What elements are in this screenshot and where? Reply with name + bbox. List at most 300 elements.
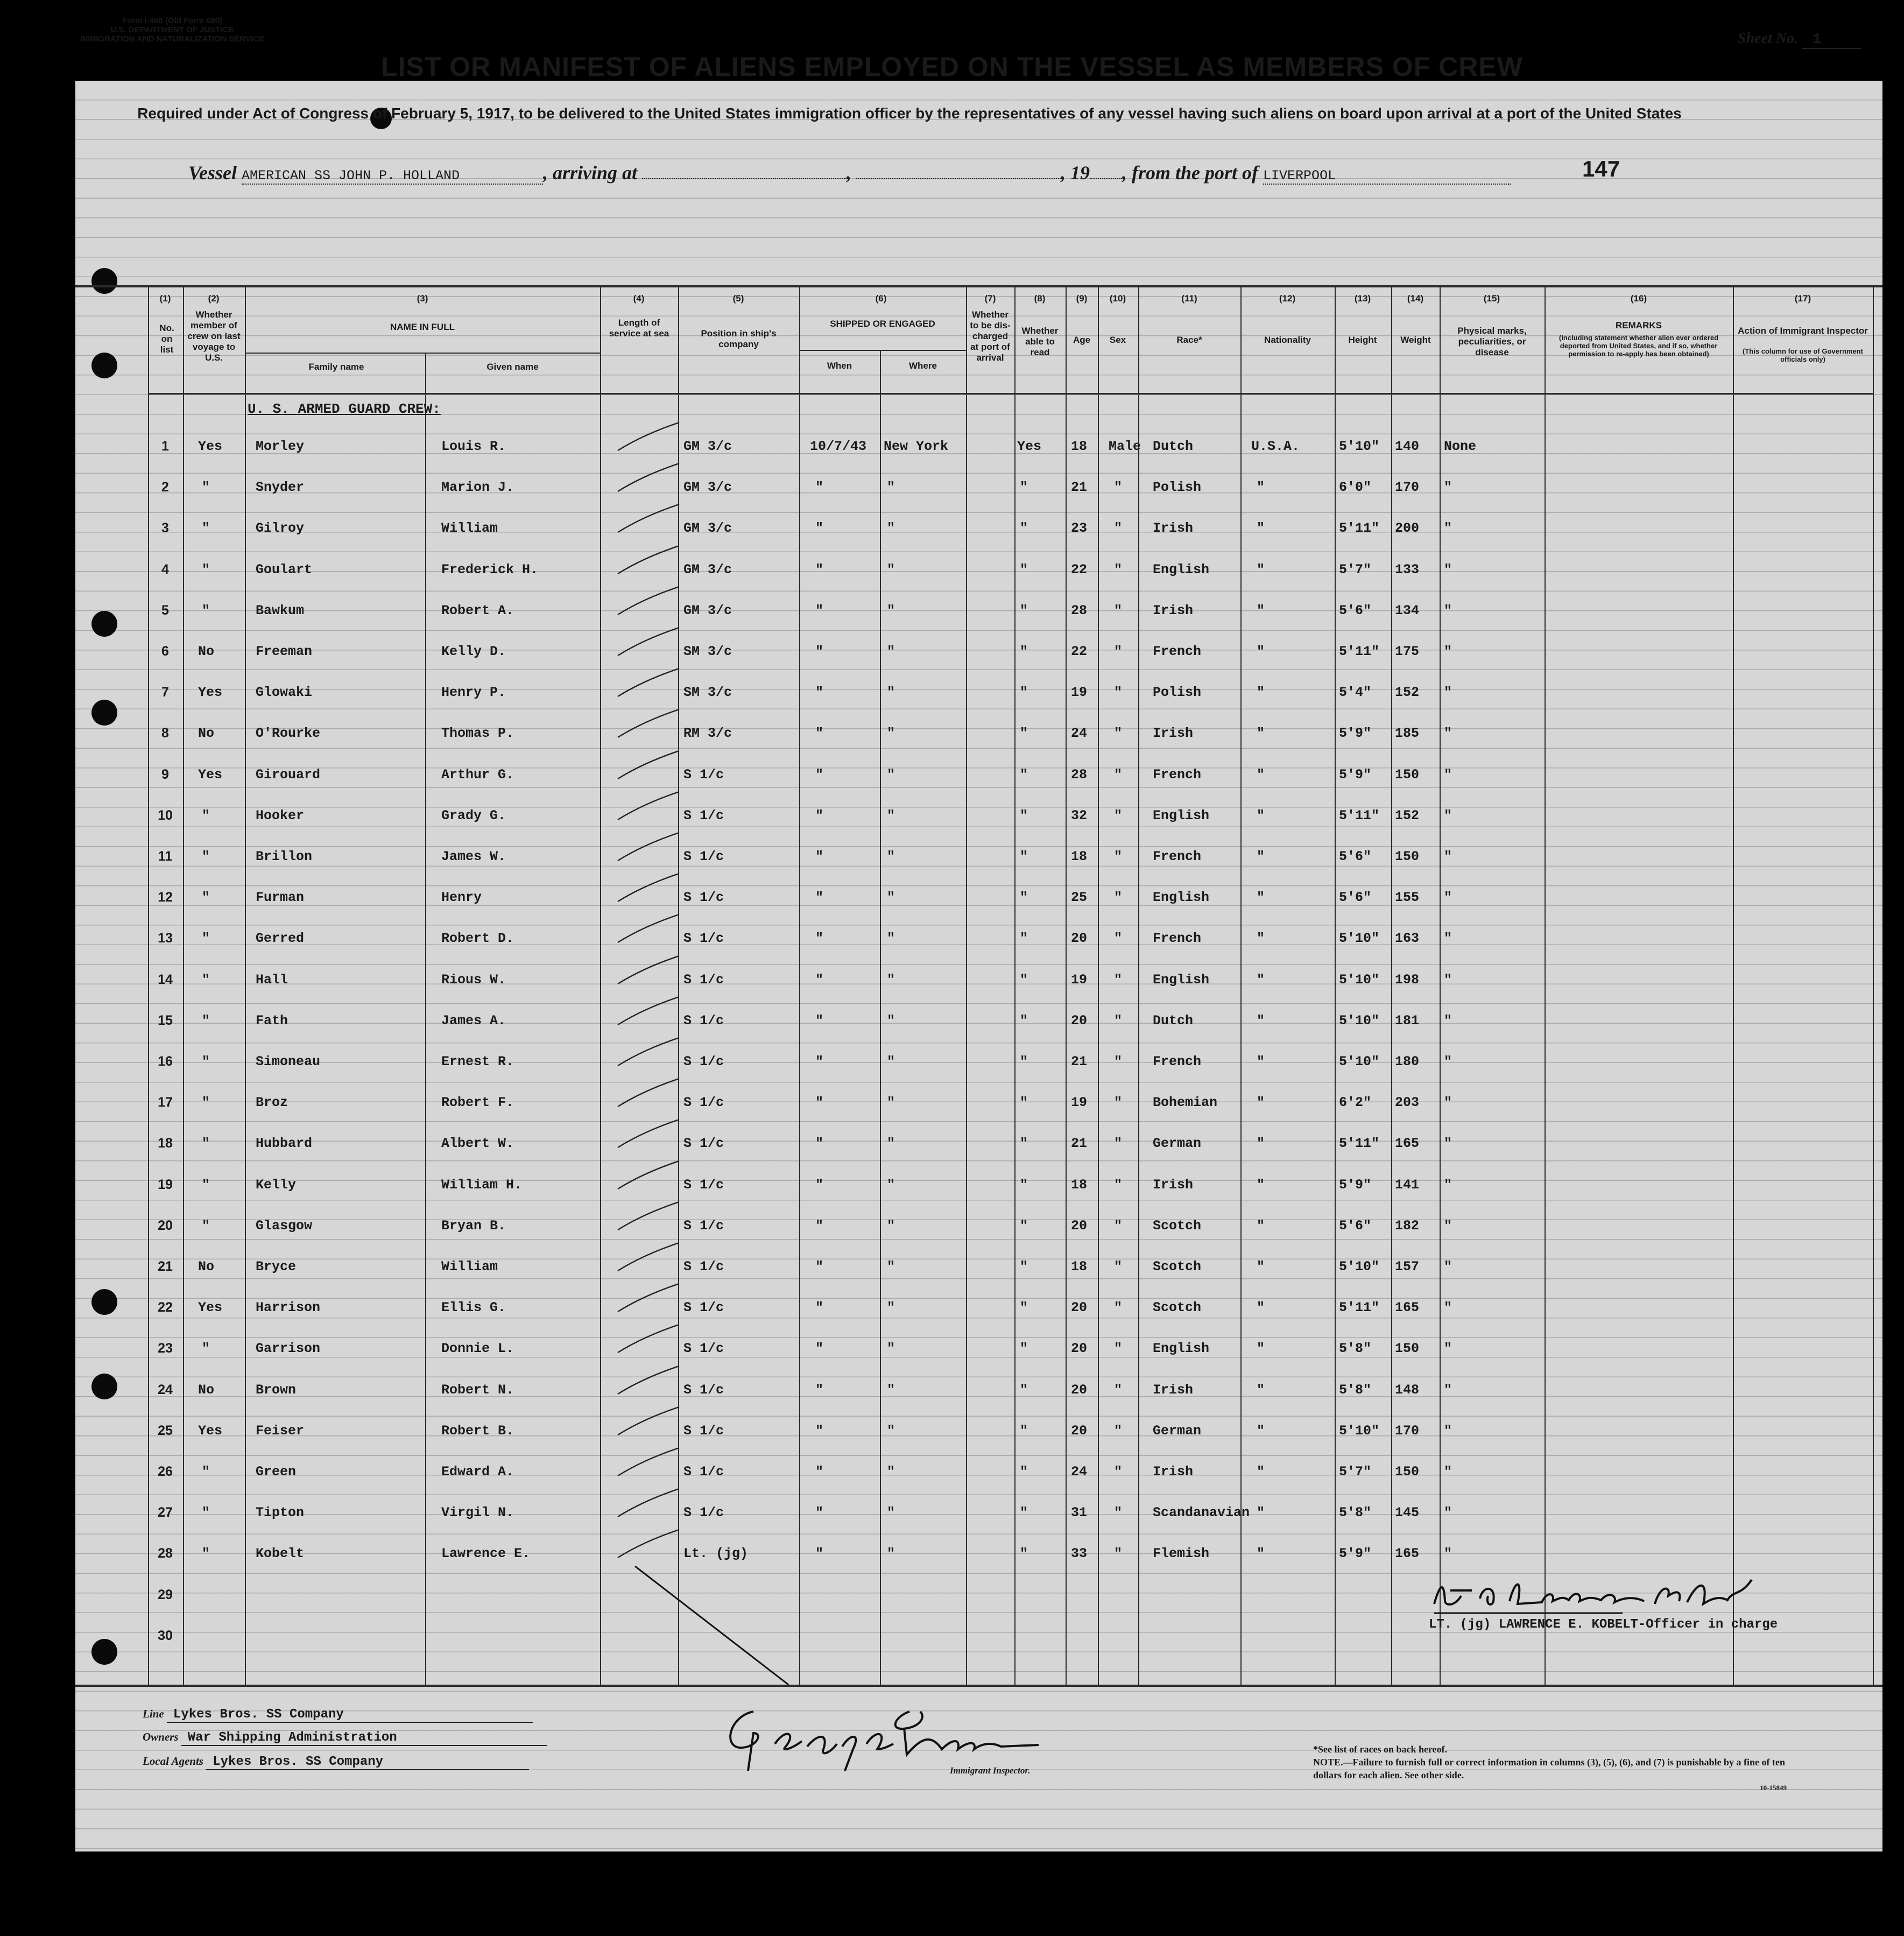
cell-height: 5'9" bbox=[1339, 1546, 1372, 1561]
cell-weight: 145 bbox=[1395, 1505, 1420, 1520]
cell-race: Irish bbox=[1153, 1382, 1194, 1398]
cell-race: Dutch bbox=[1153, 439, 1194, 454]
cell-age: 18 bbox=[1071, 439, 1088, 454]
service-check-mark bbox=[618, 751, 679, 779]
cell-where: " bbox=[887, 685, 895, 700]
column-number: (15) bbox=[1483, 293, 1500, 304]
cell-position: S 1/c bbox=[683, 1423, 724, 1439]
cell-where: " bbox=[887, 1505, 895, 1520]
column-number: (16) bbox=[1630, 293, 1647, 304]
cell-weight: 157 bbox=[1395, 1259, 1420, 1275]
column-header-no-on-list: No. on list bbox=[159, 323, 174, 355]
cell-weight: 140 bbox=[1395, 439, 1420, 454]
cell-height: 5'11" bbox=[1339, 520, 1380, 536]
row-number: 14 bbox=[158, 972, 173, 987]
cell-position: S 1/c bbox=[683, 1259, 724, 1275]
cell-when: " bbox=[815, 603, 824, 618]
service-check-mark bbox=[618, 628, 679, 656]
service-check-mark bbox=[618, 1325, 679, 1353]
cell-race: Dutch bbox=[1153, 1013, 1194, 1029]
cell-height: 5'11" bbox=[1339, 1300, 1380, 1315]
cell-where: " bbox=[887, 1423, 895, 1439]
cell-where: " bbox=[887, 1095, 895, 1110]
cell-given: William bbox=[441, 520, 498, 536]
cell-sex: " bbox=[1114, 1341, 1123, 1356]
cell-race: Scotch bbox=[1153, 1300, 1202, 1315]
cell-sex: " bbox=[1114, 890, 1123, 905]
cell-last-voyage: " bbox=[202, 480, 210, 495]
cell-marks: None bbox=[1444, 439, 1477, 454]
cell-nationality: " bbox=[1257, 685, 1265, 700]
cell-height: 5'10" bbox=[1339, 1013, 1380, 1029]
cell-nationality: " bbox=[1257, 1341, 1265, 1356]
cell-position: S 1/c bbox=[683, 972, 724, 988]
cell-read: " bbox=[1020, 1300, 1028, 1315]
cell-last-voyage: " bbox=[202, 520, 210, 536]
local-agents-field: Local Agents Lykes Bros. SS Company bbox=[143, 1755, 529, 1770]
service-check-mark bbox=[618, 874, 679, 902]
cell-age: 20 bbox=[1071, 1382, 1088, 1398]
cell-given: Lawrence E. bbox=[441, 1546, 531, 1561]
cell-read: " bbox=[1020, 808, 1028, 823]
cell-age: 28 bbox=[1071, 603, 1088, 618]
cell-marks: " bbox=[1444, 1505, 1452, 1520]
cell-read: " bbox=[1020, 972, 1028, 988]
column-number: (3) bbox=[417, 293, 428, 304]
cell-family: Fath bbox=[256, 1013, 288, 1029]
cell-given: Donnie L. bbox=[441, 1341, 514, 1356]
cell-given: Robert A. bbox=[441, 603, 514, 618]
cell-race: Irish bbox=[1153, 1464, 1194, 1480]
cell-read: " bbox=[1020, 1177, 1028, 1193]
row-number: 26 bbox=[158, 1464, 173, 1479]
service-check-mark bbox=[618, 1489, 679, 1517]
cell-position: S 1/c bbox=[683, 931, 724, 946]
cell-marks: " bbox=[1444, 1341, 1452, 1356]
cell-read: " bbox=[1020, 849, 1028, 864]
cell-weight: 182 bbox=[1395, 1218, 1420, 1234]
cell-family: Kobelt bbox=[256, 1546, 305, 1561]
cell-weight: 133 bbox=[1395, 562, 1420, 578]
cell-position: SM 3/c bbox=[683, 685, 732, 700]
cell-nationality: U.S.A. bbox=[1251, 439, 1300, 454]
cell-height: 5'6" bbox=[1339, 1218, 1372, 1234]
row-number: 12 bbox=[158, 890, 173, 905]
cell-race: Scotch bbox=[1153, 1259, 1202, 1275]
cell-marks: " bbox=[1444, 520, 1452, 536]
cell-given: Robert B. bbox=[441, 1423, 514, 1439]
cell-position: GM 3/c bbox=[683, 520, 732, 536]
cell-nationality: " bbox=[1257, 1177, 1265, 1193]
cell-race: Irish bbox=[1153, 603, 1194, 618]
row-number: 29 bbox=[158, 1587, 173, 1602]
cell-where: " bbox=[887, 1259, 895, 1275]
cell-read: " bbox=[1020, 1382, 1028, 1398]
cell-marks: " bbox=[1444, 808, 1452, 823]
cell-read: " bbox=[1020, 767, 1028, 783]
cell-race: French bbox=[1153, 849, 1202, 864]
cell-race: Scandanavian bbox=[1153, 1505, 1250, 1520]
row-number: 21 bbox=[158, 1259, 173, 1274]
cell-read: " bbox=[1020, 931, 1028, 946]
service-check-mark bbox=[618, 709, 679, 737]
cell-race: Irish bbox=[1153, 520, 1194, 536]
cell-given: Henry bbox=[441, 890, 482, 905]
cell-weight: 150 bbox=[1395, 849, 1420, 864]
cell-family: Goulart bbox=[256, 562, 313, 578]
vessel-name: AMERICAN SS JOHN P. HOLLAND bbox=[242, 168, 543, 185]
cell-nationality: " bbox=[1257, 644, 1265, 659]
cell-nationality: " bbox=[1257, 1013, 1265, 1029]
cell-when: " bbox=[815, 1054, 824, 1069]
cell-sex: " bbox=[1114, 644, 1123, 659]
cell-marks: " bbox=[1444, 767, 1452, 783]
cell-when: " bbox=[815, 1177, 824, 1193]
column-number: (10) bbox=[1109, 293, 1126, 304]
cell-family: Gerred bbox=[256, 931, 305, 946]
service-check-mark bbox=[618, 1366, 679, 1394]
cell-given: Robert F. bbox=[441, 1095, 514, 1110]
row-number: 17 bbox=[158, 1095, 173, 1110]
cell-when: " bbox=[815, 1095, 824, 1110]
cell-when: " bbox=[815, 767, 824, 783]
row-number: 4 bbox=[161, 562, 169, 577]
cell-where: " bbox=[887, 1136, 895, 1151]
cell-given: Albert W. bbox=[441, 1136, 514, 1151]
cell-race: French bbox=[1153, 1054, 1202, 1069]
cell-position: S 1/c bbox=[683, 1300, 724, 1315]
cell-where: " bbox=[887, 520, 895, 536]
cell-weight: 185 bbox=[1395, 726, 1420, 741]
service-check-mark bbox=[618, 792, 679, 820]
closing-line bbox=[635, 1566, 850, 1706]
cell-marks: " bbox=[1444, 1095, 1452, 1110]
cell-when: " bbox=[815, 1464, 824, 1480]
cell-height: 5'10" bbox=[1339, 1054, 1380, 1069]
cell-weight: 181 bbox=[1395, 1013, 1420, 1029]
cell-marks: " bbox=[1444, 1546, 1452, 1561]
cell-sex: " bbox=[1114, 972, 1123, 988]
cell-where: " bbox=[887, 1341, 895, 1356]
cell-weight: 155 bbox=[1395, 890, 1420, 905]
row-number: 11 bbox=[158, 849, 173, 864]
column-number: (14) bbox=[1407, 293, 1424, 304]
column-header-race: Race* bbox=[1176, 335, 1202, 345]
cell-last-voyage: " bbox=[202, 1136, 210, 1151]
cell-race: Irish bbox=[1153, 726, 1194, 741]
cell-family: Green bbox=[256, 1464, 297, 1480]
cell-family: Garrison bbox=[256, 1341, 321, 1356]
cell-race: English bbox=[1153, 562, 1210, 578]
cell-marks: " bbox=[1444, 1177, 1452, 1193]
cell-position: S 1/c bbox=[683, 1095, 724, 1110]
officer-in-charge: LT. (jg) LAWRENCE E. KOBELT-Officer in charge bbox=[1429, 1617, 1778, 1632]
cell-sex: " bbox=[1114, 808, 1123, 823]
cell-marks: " bbox=[1444, 1259, 1452, 1275]
cell-nationality: " bbox=[1257, 1546, 1265, 1561]
cell-position: S 1/c bbox=[683, 849, 724, 864]
column-number: (5) bbox=[732, 293, 744, 304]
cell-where: " bbox=[887, 1218, 895, 1234]
cell-last-voyage: " bbox=[202, 890, 210, 905]
row-number: 9 bbox=[161, 767, 169, 782]
cell-nationality: " bbox=[1257, 1505, 1265, 1520]
cell-position: S 1/c bbox=[683, 1136, 724, 1151]
cell-when: " bbox=[815, 1218, 824, 1234]
cell-height: 5'6" bbox=[1339, 603, 1372, 618]
column-header-nationality: Nationality bbox=[1264, 335, 1311, 345]
page-number: 147 bbox=[1582, 156, 1620, 181]
cell-family: Bawkum bbox=[256, 603, 305, 618]
cell-marks: " bbox=[1444, 972, 1452, 988]
cell-read: " bbox=[1020, 480, 1028, 495]
cell-marks: " bbox=[1444, 1382, 1452, 1398]
cell-given: James A. bbox=[441, 1013, 506, 1029]
cell-position: S 1/c bbox=[683, 1177, 724, 1193]
cell-family: Furman bbox=[256, 890, 305, 905]
cell-age: 24 bbox=[1071, 726, 1088, 741]
column-number: (1) bbox=[159, 293, 171, 304]
cell-last-voyage: Yes bbox=[198, 685, 223, 700]
column-header-name-in-full: NAME IN FULL bbox=[390, 322, 455, 332]
cell-height: 5'9" bbox=[1339, 1177, 1372, 1193]
cell-height: 5'10" bbox=[1339, 931, 1380, 946]
cell-where: " bbox=[887, 1382, 895, 1398]
cell-last-voyage: No bbox=[198, 726, 215, 741]
column-header-sex: Sex bbox=[1109, 335, 1126, 345]
departure-port: LIVERPOOL bbox=[1263, 168, 1511, 185]
cell-read: " bbox=[1020, 1259, 1028, 1275]
column-header-family-name: Family name bbox=[308, 362, 364, 372]
cell-when: " bbox=[815, 685, 824, 700]
cell-age: 18 bbox=[1071, 1259, 1088, 1275]
service-check-mark bbox=[618, 668, 679, 696]
cell-nationality: " bbox=[1257, 767, 1265, 783]
cell-height: 5'11" bbox=[1339, 808, 1380, 823]
cell-read: " bbox=[1020, 1341, 1028, 1356]
cell-family: Hooker bbox=[256, 808, 305, 823]
cell-nationality: " bbox=[1257, 1464, 1265, 1480]
service-check-mark bbox=[618, 1079, 679, 1107]
row-number: 8 bbox=[161, 726, 169, 741]
cell-last-voyage: " bbox=[202, 562, 210, 578]
row-number: 22 bbox=[158, 1300, 173, 1315]
cell-weight: 175 bbox=[1395, 644, 1420, 659]
column-header-remarks-note: (Including statement whether alien ever ordered deported from United States, and if so, whether permission to re-apply has been obtained) bbox=[1559, 334, 1719, 358]
cell-last-voyage: Yes bbox=[198, 1300, 223, 1315]
cell-nationality: " bbox=[1257, 1218, 1265, 1234]
sheet-number: Sheet No. 1 bbox=[1738, 30, 1861, 49]
cell-nationality: " bbox=[1257, 1423, 1265, 1439]
cell-height: 5'10" bbox=[1339, 972, 1380, 988]
column-number: (8) bbox=[1034, 293, 1046, 304]
cell-last-voyage: " bbox=[202, 849, 210, 864]
cell-marks: " bbox=[1444, 1423, 1452, 1439]
column-header-discharged: Whether to be dis-charged at port of arrival bbox=[970, 309, 1011, 363]
cell-last-voyage: " bbox=[202, 1505, 210, 1520]
cell-nationality: " bbox=[1257, 1259, 1265, 1275]
cell-read: " bbox=[1020, 520, 1028, 536]
cell-family: Tipton bbox=[256, 1505, 305, 1520]
cell-marks: " bbox=[1444, 1218, 1452, 1234]
column-header-shipped-engaged: SHIPPED OR ENGAGED bbox=[830, 319, 935, 329]
cell-where: New York bbox=[884, 439, 949, 454]
row-number: 10 bbox=[158, 808, 173, 823]
cell-where: " bbox=[887, 808, 895, 823]
cell-where: " bbox=[887, 726, 895, 741]
cell-weight: 141 bbox=[1395, 1177, 1420, 1193]
cell-height: 5'11" bbox=[1339, 644, 1380, 659]
cell-nationality: " bbox=[1257, 1382, 1265, 1398]
row-number: 3 bbox=[161, 520, 169, 536]
cell-read: " bbox=[1020, 1095, 1028, 1110]
cell-weight: 163 bbox=[1395, 931, 1420, 946]
cell-sex: " bbox=[1114, 603, 1123, 618]
column-header-remarks: REMARKS bbox=[1616, 320, 1662, 330]
cell-sex: " bbox=[1114, 1218, 1123, 1234]
cell-family: Hubbard bbox=[256, 1136, 313, 1151]
cell-marks: " bbox=[1444, 849, 1452, 864]
cell-marks: " bbox=[1444, 685, 1452, 700]
closing-stroke bbox=[635, 1566, 788, 1685]
cell-sex: " bbox=[1114, 1300, 1123, 1315]
cell-where: " bbox=[887, 972, 895, 988]
row-number: 19 bbox=[158, 1177, 173, 1192]
column-header-action-inspector: Action of Immigrant Inspector bbox=[1738, 326, 1868, 336]
cell-height: 5'9" bbox=[1339, 767, 1372, 783]
service-check-mark bbox=[618, 1243, 679, 1271]
cell-height: 6'0" bbox=[1339, 480, 1372, 495]
cell-weight: 148 bbox=[1395, 1382, 1420, 1398]
column-header-when: When bbox=[827, 361, 852, 371]
cell-position: S 1/c bbox=[683, 1054, 724, 1069]
cell-race: Polish bbox=[1153, 685, 1202, 700]
signature-stroke bbox=[730, 1712, 1039, 1771]
cell-family: Harrison bbox=[256, 1300, 321, 1315]
cell-height: 5'7" bbox=[1339, 1464, 1372, 1480]
cell-position: RM 3/c bbox=[683, 726, 732, 741]
service-check-mark bbox=[618, 1530, 679, 1558]
cell-family: Gilroy bbox=[256, 520, 305, 536]
cell-age: 21 bbox=[1071, 1054, 1088, 1069]
cell-where: " bbox=[887, 890, 895, 905]
inspector-signature bbox=[716, 1695, 1092, 1776]
cell-sex: " bbox=[1114, 1259, 1123, 1275]
cell-age: 23 bbox=[1071, 520, 1088, 536]
cell-position: S 1/c bbox=[683, 1013, 724, 1029]
cell-position: GM 3/c bbox=[683, 439, 732, 454]
cell-position: S 1/c bbox=[683, 1464, 724, 1480]
cell-when: " bbox=[815, 890, 824, 905]
cell-position: S 1/c bbox=[683, 1382, 724, 1398]
cell-family: Bryce bbox=[256, 1259, 297, 1275]
cell-where: " bbox=[887, 480, 895, 495]
cell-given: Marion J. bbox=[441, 480, 514, 495]
cell-family: Simoneau bbox=[256, 1054, 321, 1069]
cell-race: Scotch bbox=[1153, 1218, 1202, 1234]
row-number: 24 bbox=[158, 1382, 173, 1397]
cell-race: Bohemian bbox=[1153, 1095, 1218, 1110]
cell-marks: " bbox=[1444, 644, 1452, 659]
cell-nationality: " bbox=[1257, 480, 1265, 495]
cell-where: " bbox=[887, 1013, 895, 1029]
cell-when: " bbox=[815, 1259, 824, 1275]
cell-family: Kelly bbox=[256, 1177, 297, 1193]
cell-last-voyage: " bbox=[202, 808, 210, 823]
column-number: (9) bbox=[1076, 293, 1088, 304]
cell-read: " bbox=[1020, 562, 1028, 578]
cell-when: " bbox=[815, 520, 824, 536]
row-number: 20 bbox=[158, 1218, 173, 1233]
cell-nationality: " bbox=[1257, 931, 1265, 946]
row-number: 2 bbox=[161, 480, 169, 495]
cell-nationality: " bbox=[1257, 1136, 1265, 1151]
cell-position: GM 3/c bbox=[683, 480, 732, 495]
cell-age: 32 bbox=[1071, 808, 1088, 823]
cell-weight: 150 bbox=[1395, 1341, 1420, 1356]
cell-age: 18 bbox=[1071, 1177, 1088, 1193]
cell-age: 28 bbox=[1071, 767, 1088, 783]
cell-last-voyage: No bbox=[198, 1259, 215, 1275]
cell-height: 5'6" bbox=[1339, 890, 1372, 905]
service-check-mark bbox=[618, 1284, 679, 1312]
column-header-member-last-voyage: Whether member of crew on last voyage to U.S. bbox=[187, 309, 241, 363]
column-header-physical-marks: Physical marks, peculiarities, or disease bbox=[1457, 326, 1527, 357]
cell-marks: " bbox=[1444, 931, 1452, 946]
cell-when: " bbox=[815, 849, 824, 864]
row-number: 28 bbox=[158, 1546, 173, 1561]
cell-race: Polish bbox=[1153, 480, 1202, 495]
cell-weight: 165 bbox=[1395, 1300, 1420, 1315]
cell-marks: " bbox=[1444, 562, 1452, 578]
owners-field: Owners War Shipping Administration bbox=[143, 1730, 547, 1746]
cell-height: 5'6" bbox=[1339, 849, 1372, 864]
cell-race: English bbox=[1153, 1341, 1210, 1356]
cell-given: Robert N. bbox=[441, 1382, 514, 1398]
cell-given: Ellis G. bbox=[441, 1300, 506, 1315]
service-check-mark bbox=[618, 956, 679, 984]
cell-age: 20 bbox=[1071, 1218, 1088, 1234]
cell-read: " bbox=[1020, 890, 1028, 905]
cell-marks: " bbox=[1444, 1013, 1452, 1029]
cell-given: Virgil N. bbox=[441, 1505, 514, 1520]
cell-last-voyage: " bbox=[202, 931, 210, 946]
cell-when: " bbox=[815, 1505, 824, 1520]
cell-last-voyage: Yes bbox=[198, 1423, 223, 1439]
cell-family: Broz bbox=[256, 1095, 288, 1110]
cell-marks: " bbox=[1444, 1136, 1452, 1151]
cell-nationality: " bbox=[1257, 849, 1265, 864]
cell-given: Frederick H. bbox=[441, 562, 539, 578]
cell-last-voyage: " bbox=[202, 1013, 210, 1029]
row-number: 16 bbox=[158, 1054, 173, 1069]
cell-when: " bbox=[815, 1300, 824, 1315]
cell-position: GM 3/c bbox=[683, 562, 732, 578]
cell-given: William H. bbox=[441, 1177, 523, 1193]
cell-where: " bbox=[887, 931, 895, 946]
signature-stroke bbox=[1434, 1580, 1752, 1604]
cell-position: S 1/c bbox=[683, 1505, 724, 1520]
service-check-mark bbox=[618, 504, 679, 532]
officer-signature bbox=[1429, 1574, 1762, 1617]
cell-last-voyage: " bbox=[202, 1218, 210, 1234]
cell-weight: 150 bbox=[1395, 1464, 1420, 1480]
cell-family: Morley bbox=[256, 439, 305, 454]
cell-given: Rious W. bbox=[441, 972, 506, 988]
cell-sex: Male bbox=[1109, 439, 1141, 454]
cell-family: Freeman bbox=[256, 644, 313, 659]
cell-last-voyage: " bbox=[202, 1054, 210, 1069]
